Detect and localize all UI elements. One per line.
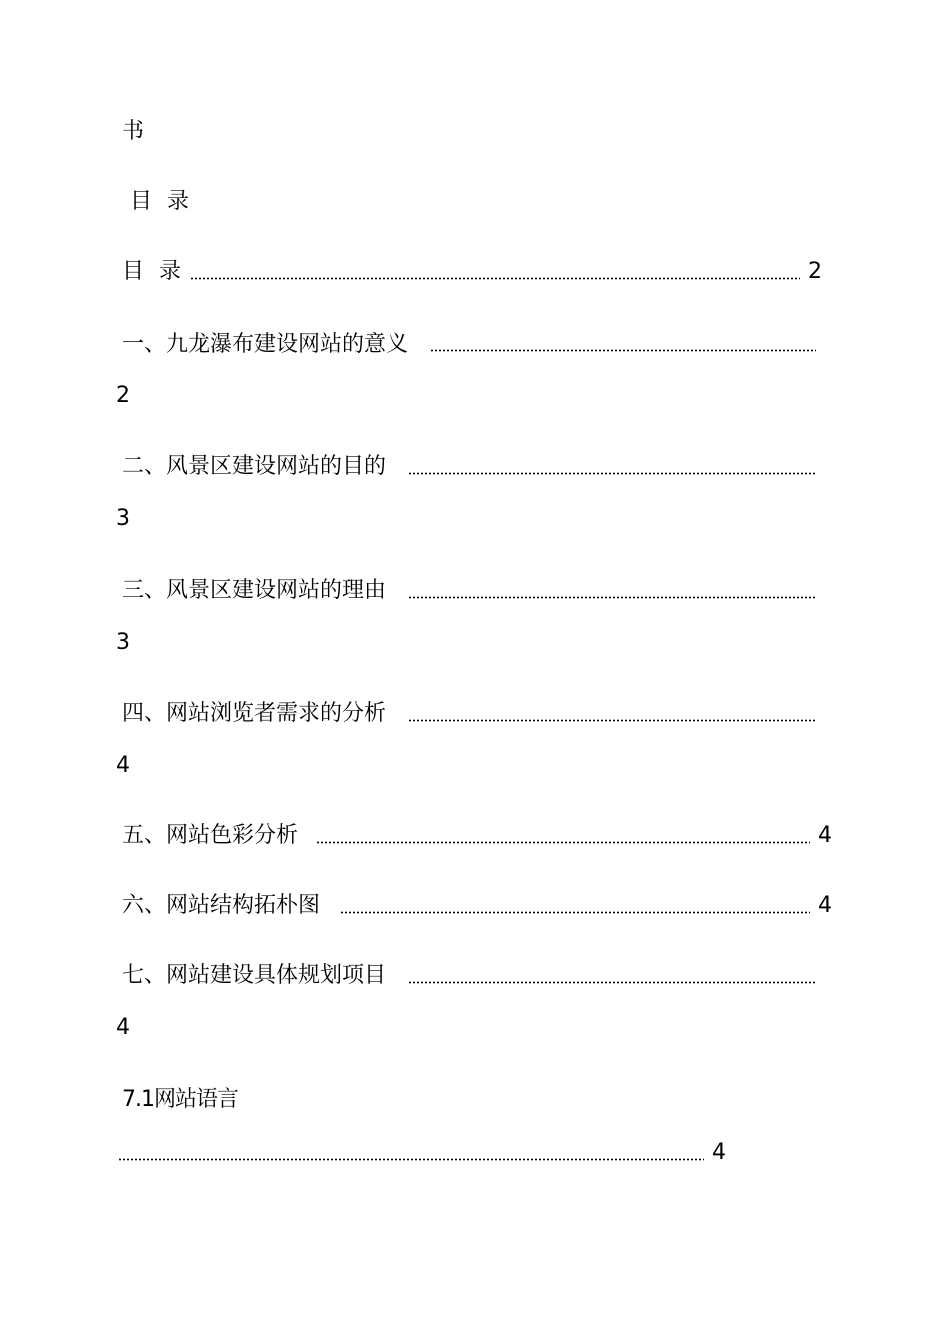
toc-entry-page: 4 xyxy=(116,753,130,778)
toc-entry-title: 7.1网站语言 xyxy=(122,1087,238,1112)
toc-entry-page: 3 xyxy=(116,630,130,655)
toc-leader-dots xyxy=(316,841,810,844)
page-fragment: 书 xyxy=(122,119,145,144)
toc-entry-title: 四、网站浏览者需求的分析 xyxy=(122,701,387,726)
toc-entry-page: 3 xyxy=(116,506,130,531)
toc-heading: 目 录 xyxy=(130,189,193,214)
toc-leader-dots xyxy=(118,1158,704,1161)
toc-entry-title: 目 录 xyxy=(122,259,185,284)
toc-entry-page: 2 xyxy=(808,259,822,284)
toc-entry-title: 六、网站结构拓朴图 xyxy=(122,893,321,918)
toc-leader-dots xyxy=(408,719,816,722)
toc-leader-dots xyxy=(190,277,800,280)
toc-leader-dots xyxy=(408,981,816,984)
toc-entry-title: 三、风景区建设网站的理由 xyxy=(122,578,387,603)
toc-leader-dots xyxy=(408,472,816,475)
toc-entry-page: 4 xyxy=(818,893,832,918)
toc-entry-page: 4 xyxy=(116,1015,130,1040)
toc-entry-title: 七、网站建设具体规划项目 xyxy=(122,963,387,988)
toc-leader-dots xyxy=(340,911,810,914)
toc-entry-page: 4 xyxy=(818,823,832,848)
toc-entry-title: 一、九龙瀑布建设网站的意义 xyxy=(122,332,409,357)
toc-entry-page: 4 xyxy=(712,1140,726,1165)
toc-leader-dots xyxy=(430,349,816,352)
toc-entry-title: 五、网站色彩分析 xyxy=(122,823,299,848)
toc-leader-dots xyxy=(408,596,816,599)
toc-entry-title: 二、风景区建设网站的目的 xyxy=(122,454,387,479)
toc-entry-page: 2 xyxy=(116,383,130,408)
